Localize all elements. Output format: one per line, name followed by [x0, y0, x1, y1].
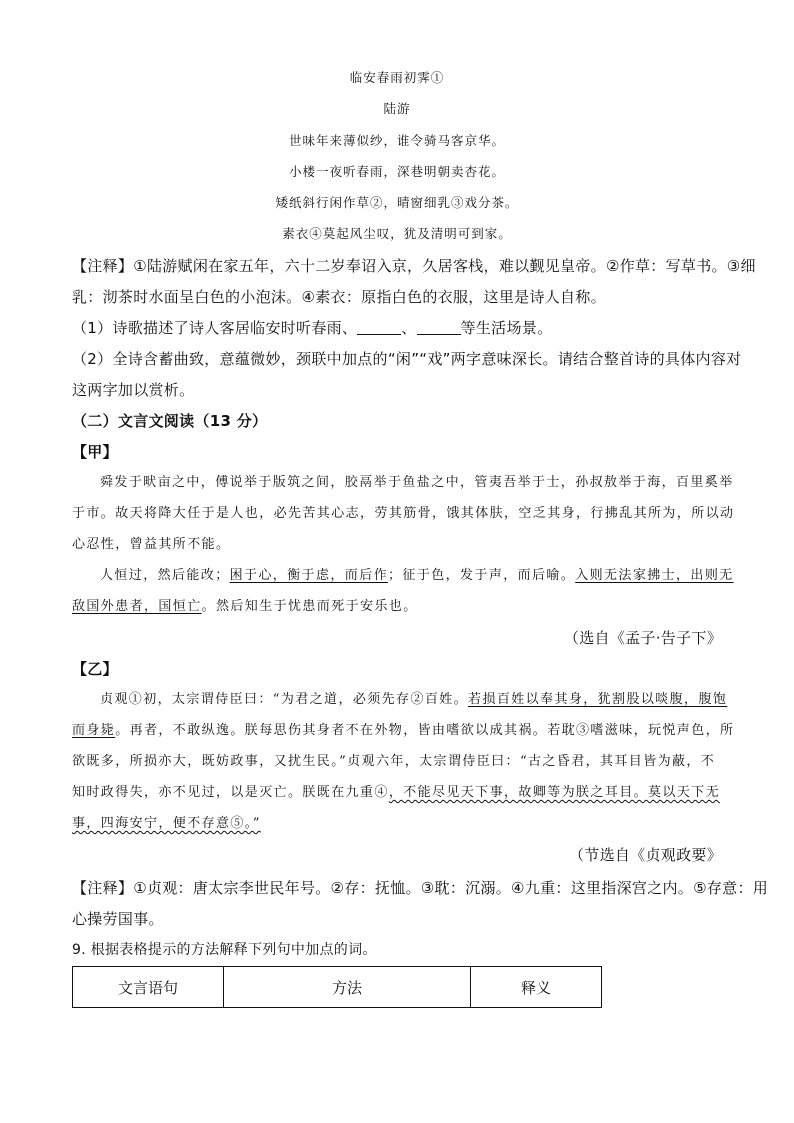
underlined-sentence-1: 困于心，衡于虑，而后作	[229, 568, 389, 583]
poem-author: 陆游	[383, 101, 411, 116]
passage-jia-line-1: 舜发于畎亩之中，傅说举于版筑之间，胶鬲举于鱼盐之中，管夷吾举于士，孙叔敖举于海，百里奚举	[100, 475, 734, 490]
underlined-sentence-3: 若损百姓以奉其身，犹割股以啖腹，腹饱	[468, 692, 728, 707]
passage-jia-source: （选自《孟子·告子下》	[563, 629, 722, 647]
passage-jia-text: 人恒过，然后能改；	[100, 568, 230, 583]
passage-yi-label: 【乙】	[72, 660, 118, 678]
section-heading: （二）文言文阅读（13 分）	[72, 412, 268, 430]
question-2-line-2: 这两字加以赏析。	[72, 381, 195, 399]
passage-jia-label: 【甲】	[72, 443, 118, 461]
table-header-cell: 文言语句	[73, 967, 224, 1008]
poem-line-3: 矮纸斜行闲作草②，晴窗细乳③戏分茶。	[275, 195, 519, 210]
question-9-prompt: 9. 根据表格提示的方法解释下列句中加点的词。	[72, 942, 377, 958]
table-header-row	[73, 967, 602, 1008]
poem-line-4: 素衣④莫起风尘叹，犹及清明可到家。	[282, 226, 512, 241]
underlined-sentence-3-cont: 而身毙	[72, 723, 116, 738]
question-9-table	[72, 966, 602, 1008]
question-1-text-a: （1）诗歌描述了诗人客居临安时听春雨、	[72, 319, 358, 337]
poem-notes-line-1: 【注释】①陆游赋闲在家五年，六十二岁奉诏入京，久居客栈，难以觐见皇帝。②作草：写草书。③细	[72, 257, 756, 275]
passage-yi-source: （节选自《贞观政要》	[568, 846, 722, 864]
answer-blank-1[interactable]	[357, 320, 401, 335]
passage-yi-line-1	[100, 690, 750, 710]
passage-yi-line-2	[72, 721, 735, 741]
passage-yi-notes-line-1: 【注释】①贞观：唐太宗李世民年号。②存：抚恤。③耽：沉溺。④九重：这里指深宫之内。⑤存意：用	[72, 879, 769, 897]
poem-line-1: 世味年来薄似纱，谁令骑马客京华。	[288, 133, 505, 148]
question-1-text-b: 等生活场景。	[460, 319, 553, 337]
passage-yi-text: 。再者，不敢纵逸。朕每思伤其身者不在外物，皆由嗜欲以成其祸。若耽③嗜滋味，玩悦声色，所	[115, 723, 735, 738]
table-header-cell: 方法	[224, 967, 471, 1008]
underlined-sentence-2: 入则无法家拂士，出则无	[575, 568, 734, 583]
answer-blank-2[interactable]	[417, 320, 461, 335]
passage-jia-line-4	[100, 566, 750, 586]
question-2-line-1: （2）全诗含蓄曲致，意蕴微妙，颈联中加点的“闲”“戏”两字意味深长。请结合整首诗的具体内容对	[72, 350, 742, 368]
question-1-separator: 、	[401, 319, 417, 337]
passage-yi-line-4	[72, 783, 722, 803]
passage-yi-line-3: 欲既多，所损亦大，既妨政事，又扰生民。”贞观六年，太宗谓侍臣曰：“古之昏君，其耳目皆为蔽，不	[72, 754, 716, 769]
passage-yi-notes-line-2: 心操劳国事。	[72, 910, 164, 928]
passage-jia-text: ；征于色，发于声，而后喻。	[388, 568, 576, 583]
passage-jia-line-3: 心忍性，曾益其所不能。	[72, 537, 231, 552]
poem-line-2: 小楼一夜听春雨，深巷明朝卖杏花。	[288, 164, 505, 179]
passage-jia-text: 。然后知生于忧患而死于安乐也。	[201, 599, 418, 614]
question-1	[72, 318, 722, 338]
passage-yi-text: 知时政得失，亦不见过，以是灭亡。朕既在九重④	[72, 785, 389, 800]
passage-jia-line-2: 于市。故天将降大任于是人也，必先苦其心志，劳其筋骨，饿其体肤，空乏其身，行拂乱其所为，所以动	[72, 506, 735, 521]
passage-jia-line-5	[72, 597, 722, 617]
wavy-underlined-sentence: ，不能尽见天下事，故卿等为朕之耳目。莫以天下无	[388, 785, 721, 800]
poem-notes-line-2: 乳：沏茶时水面呈白色的小泡沫。④素衣：原指白色的衣服，这里是诗人自称。	[72, 288, 606, 306]
table-header-cell: 释义	[471, 967, 602, 1008]
underlined-sentence-2-cont: 敌国外患者，国恒亡	[72, 599, 202, 614]
wavy-underlined-sentence-cont: 事，四海安宁，便不存意⑤。”	[72, 816, 261, 831]
passage-yi-line-5	[72, 814, 722, 834]
poem-title: 临安春雨初霁①	[349, 70, 445, 85]
passage-yi-text: 贞观①初，太宗谓侍臣曰：“为君之道，必须先存②百姓。	[100, 692, 469, 707]
